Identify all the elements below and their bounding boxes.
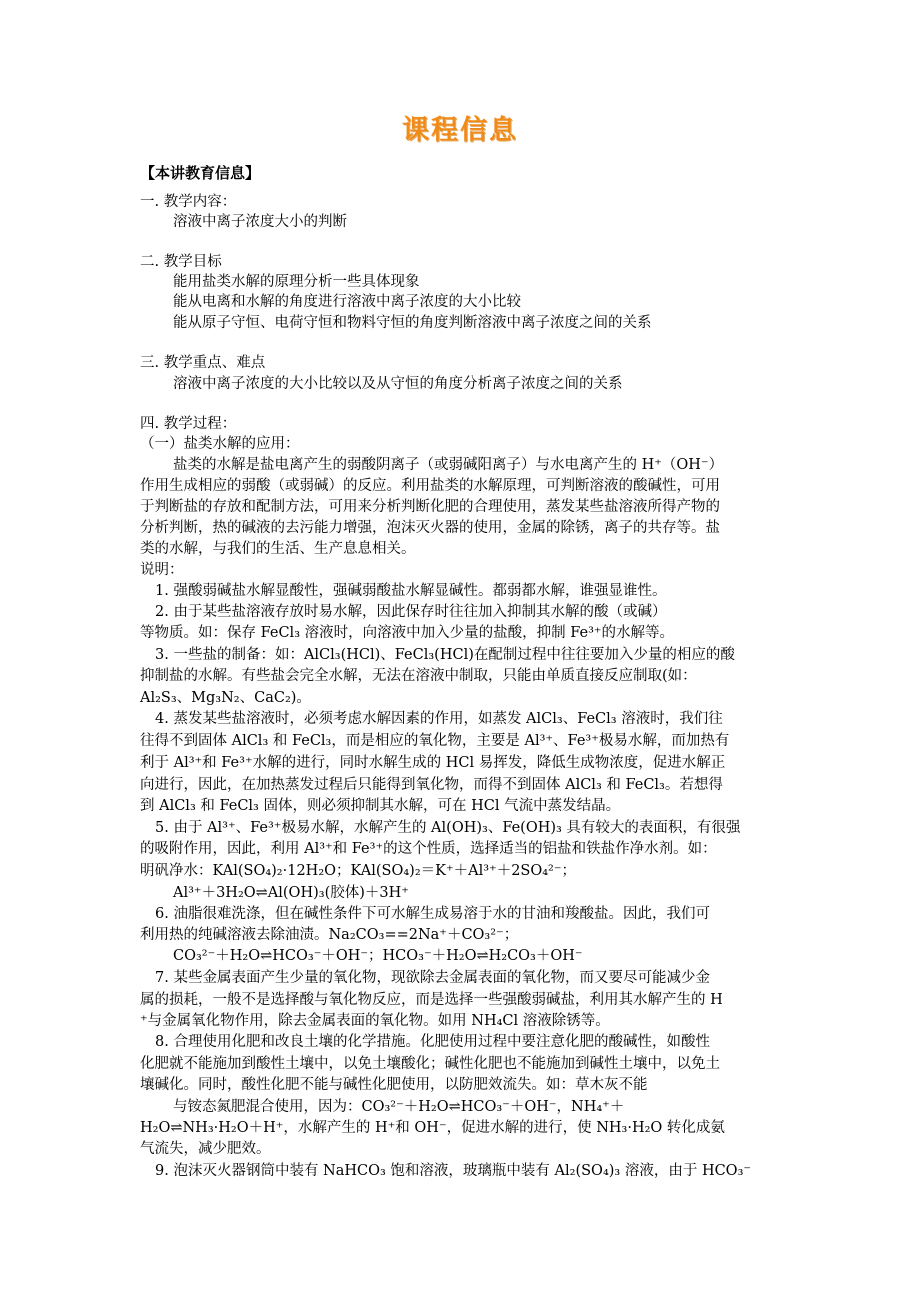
point-line: 4. 蒸发某些盐溶液时，必须考虑水解因素的作用，如蒸发 AlCl₃、FeCl₃ 溶液时，我们往 <box>155 711 723 727</box>
point-line: 利用热的纯碱溶液去除油渍。Na₂CO₃==2Na⁺＋CO₃²⁻； <box>140 927 519 943</box>
s1-content: 溶液中离子浓度大小的判断 <box>173 214 347 230</box>
point-line: 到 AlCl₃ 和 FeCl₃ 固体，则必须抑制其水解，可在 HCl 气流中蒸发结晶。 <box>140 798 621 814</box>
point-line: 与铵态氮肥混合使用，因为：CO₃²⁻＋H₂O⇌HCO₃⁻＋OH⁻，NH₄⁺＋ <box>173 1099 625 1115</box>
point-line: H₂O⇌NH₃·H₂O＋H⁺，水解产生的 H⁺和 OH⁻，促进水解的进行，使 NH₃·H₂O 转化成氨 <box>140 1120 725 1136</box>
point-line: 3. 一些盐的制备：如：AlCl₃(HCl)、FeCl₃(HCl)在配制过程中往往要加入少量的相应的酸 <box>155 647 735 663</box>
point-line: 气流失，减少肥效。 <box>140 1141 271 1157</box>
point-line: 向进行，因此，在加热蒸发过程后只能得到氧化物，而得不到固体 AlCl₃ 和 FeCl₃。若想得 <box>140 777 723 793</box>
s2-heading: 二. 教学目标 <box>140 254 222 270</box>
point-line: Al₂S₃、Mg₃N₂、CaC₂)。 <box>140 690 311 706</box>
point-line: 5. 由于 Al³⁺、Fe³⁺极易水解，水解产生的 Al(OH)₃、Fe(OH)₃ 具有较大的表面积，有很强 <box>155 820 741 836</box>
s2-item: 能用盐类水解的原理分析一些具体现象 <box>173 274 420 290</box>
s4-subheading: （一）盐类水解的应用： <box>140 436 300 452</box>
point-line: 7. 某些金属表面产生少量的氧化物，现欲除去金属表面的氧化物，而又要尽可能减少金 <box>155 970 710 986</box>
point-line: 8. 合理使用化肥和改良土壤的化学措施。化肥使用过程中要注意化肥的酸碱性，如酸性 <box>155 1034 710 1050</box>
page-title: 课程信息 <box>402 115 518 146</box>
point-line: 利于 Al³⁺和 Fe³⁺水解的进行，同时水解生成的 HCl 易挥发，降低生成物浓度，促进水解正 <box>140 755 726 771</box>
equation-line: Al³⁺＋3H₂O⇌Al(OH)₃(胶体)＋3H⁺ <box>173 885 409 901</box>
point-line: 化肥就不能施加到酸性土壤中，以免土壤酸化；碱性化肥也不能施加到碱性土壤中，以免土 <box>140 1056 720 1072</box>
point-line: 的吸附作用，因此，利用 Al³⁺和 Fe³⁺的这个性质，选择适当的铝盐和铁盐作净水剂。如： <box>140 841 717 857</box>
s4-heading: 四. 教学过程： <box>140 416 237 432</box>
point-line: ⁺与金属氧化物作用，除去金属表面的氧化物。如用 NH₄Cl 溶液除锈等。 <box>140 1013 610 1029</box>
s2-item: 能从电离和水解的角度进行溶液中离子浓度的大小比较 <box>173 294 521 310</box>
s2-item: 能从原子守恒、电荷守恒和物料守恒的角度判断溶液中离子浓度之间的关系 <box>173 315 652 331</box>
point-line: 1. 强酸弱碱盐水解显酸性，强碱弱酸盐水解显碱性。都弱都水解，谁强显谁性。 <box>155 583 667 599</box>
point-line: 往得不到固体 AlCl₃ 和 FeCl₃，而是相应的氧化物，主要是 Al³⁺、Fe³⁺极易水解，而加热有 <box>140 733 730 749</box>
intro-line: 类的水解，与我们的生活、生产息息相关。 <box>140 541 416 557</box>
point-line: 明矾净水：KAl(SO₄)₂·12H₂O；KAl(SO₄)₂＝K⁺＋Al³⁺＋2SO₄²⁻； <box>140 863 577 879</box>
s3-content: 溶液中离子浓度的大小比较以及从守恒的角度分析离子浓度之间的关系 <box>173 376 623 392</box>
section-header: 【本讲教育信息】 <box>140 164 261 182</box>
intro-line: 分析判断，热的碱液的去污能力增强，泡沫灭火器的使用，金属的除锈，离子的共存等。盐 <box>140 520 720 536</box>
point-line: 2. 由于某些盐溶液存放时易水解，因此保存时往往加入抑制其水解的酸（或碱） <box>155 604 667 620</box>
s3-heading: 三. 教学重点、难点 <box>140 355 266 371</box>
point-line: 属的损耗，一般不是选择酸与氧化物反应，而是选择一些强酸弱碱盐，利用其水解产生的 H <box>140 992 723 1008</box>
equation-line: CO₃²⁻＋H₂O⇌HCO₃⁻＋OH⁻；HCO₃⁻＋H₂O⇌H₂CO₃＋OH⁻ <box>173 948 583 964</box>
point-line: 等物质。如：保存 FeCl₃ 溶液时，向溶液中加入少量的盐酸，抑制 Fe³⁺的水解等。 <box>140 625 675 641</box>
intro-line: 盐类的水解是盐电离产生的弱酸阴离子（或弱碱阳离子）与水电离产生的 H⁺（OH⁻） <box>173 457 724 473</box>
point-line: 抑制盐的水解。有些盐会完全水解，无法在溶液中制取，只能由单质直接反应制取(如： <box>140 668 697 684</box>
s1-heading: 一. 教学内容： <box>140 194 237 210</box>
point-line: 壤碱化。同时，酸性化肥不能与碱性化肥使用，以防肥效流失。如：草木灰不能 <box>140 1077 648 1093</box>
point-line: 6. 油脂很难洗涤，但在碱性条件下可水解生成易溶于水的甘油和羧酸盐。因此，我们可 <box>155 906 710 922</box>
note-label: 说明： <box>140 562 184 578</box>
intro-line: 于判断盐的存放和配制方法，可用来分析判断化肥的合理使用，蒸发某些盐溶液所得产物的 <box>140 499 720 515</box>
point-line: 9. 泡沫灭火器钢筒中装有 NaHCO₃ 饱和溶液，玻璃瓶中装有 Al₂(SO₄)₃ 溶液，由于 HCO₃⁻ <box>155 1163 752 1179</box>
intro-line: 作用生成相应的弱酸（或弱碱）的反应。利用盐类的水解原理，可判断溶液的酸碱性，可用 <box>140 478 720 494</box>
